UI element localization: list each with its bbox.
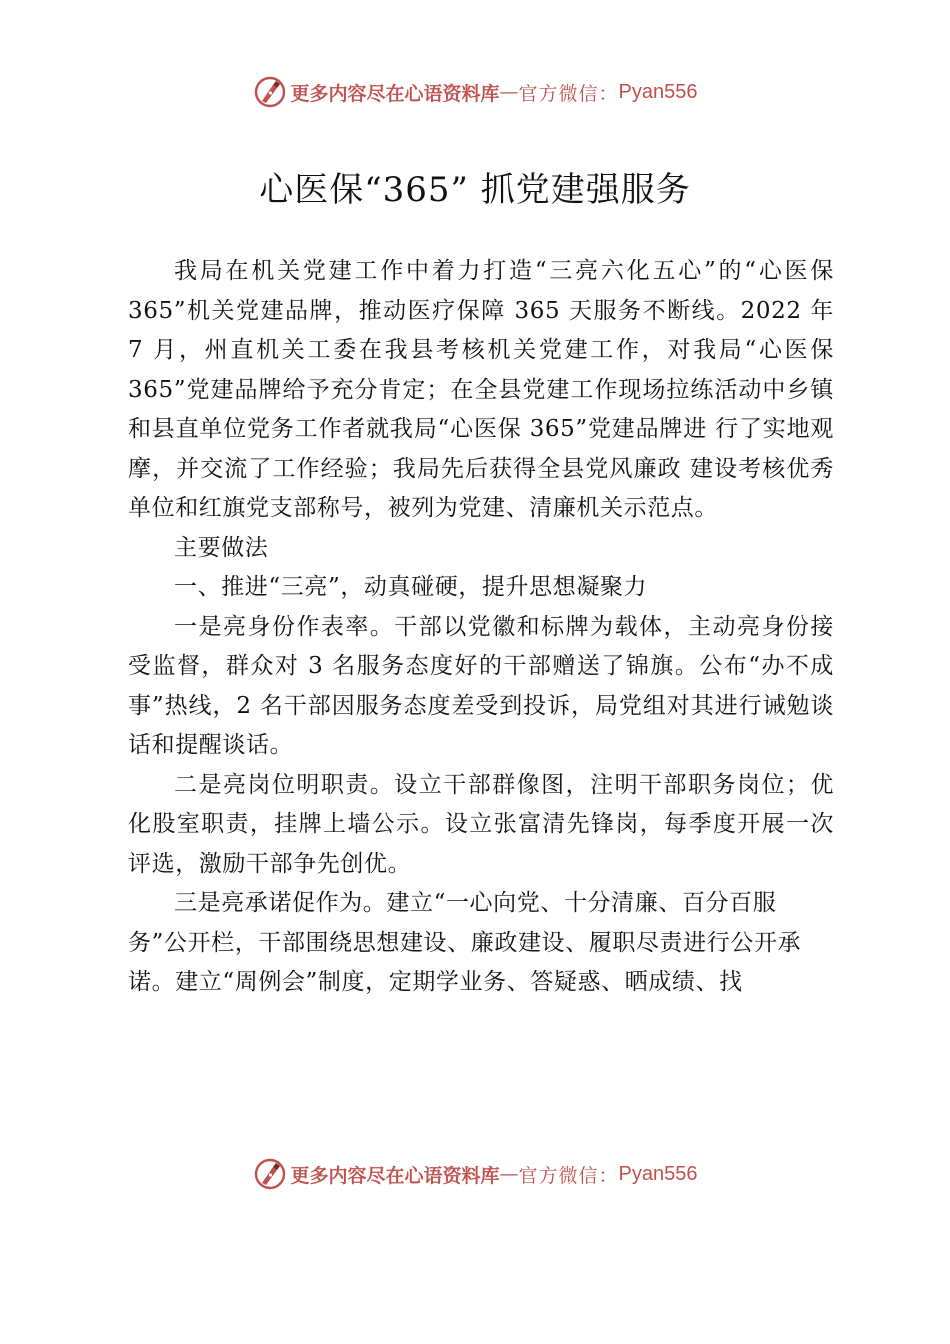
paragraph-commitment: 三是亮承诺促作为。建立“一心向党、十分清廉、百分百服务”公开栏，干部围绕思想建设、廉政建设、履职尽责进行公开承诺。建立“周例会”制度，定期学业务、答疑惑、晒成绩、找 xyxy=(128,890,802,995)
promo-text: 更多内容尽在心语资料库 xyxy=(290,1164,500,1187)
banner-dash: — xyxy=(499,1163,519,1185)
footer-banner xyxy=(0,1154,950,1194)
document-body xyxy=(128,252,834,1003)
wechat-id: Pyan556 xyxy=(618,1162,698,1185)
paragraph-identity: 一是亮身份作表率。干部以党徽和标牌为载体，主动亮身份接受监督，群众对 3 名服务态度好的干部赠送了锦旗。公布“办不成事”热线，2 名干部因服务态度差受到投诉，局党组对其进行诫勉谈话和提醒谈话。 xyxy=(128,613,834,758)
wechat-id: Pyan556 xyxy=(618,80,698,103)
wechat-label: 官方微信： xyxy=(518,1164,619,1187)
promo-text: 更多内容尽在心语资料库 xyxy=(290,82,500,105)
wechat-label: 官方微信： xyxy=(518,82,619,105)
pen-nib-logo-icon xyxy=(253,75,287,109)
banner-dash: — xyxy=(499,81,519,103)
paragraph-main-practices: 主要做法 xyxy=(174,534,269,561)
header-banner xyxy=(0,72,950,112)
pen-nib-logo-icon xyxy=(253,1157,287,1191)
document-title: 心医保“365” 抓党建强服务 xyxy=(259,170,691,210)
paragraph-post: 二是亮岗位明职责。设立干部群像图，注明干部职务岗位；优化股室职责，挂牌上墙公示。设立张富清先锋岗，每季度开展一次评选，激励干部争先创优。 xyxy=(128,771,834,877)
paragraph-intro: 我局在机关党建工作中着力打造“三亮六化五心”的“心医保 365”机关党建品牌，推动医疗保障 365 天服务不断线。2022 年 7 月，州直机关工委在我县考核机关党建工作，对我局“心医保 365”党建品牌给予充分肯定；在全县党建工作现场拉练活动中乡镇和县直单位党务工作者就我局“心医保 365”党建品牌进 行了实地观摩，并交流了工作经验；我局先后获得全县党风廉政 建设考核优秀单位和红旗党支部称号，被列为党建、清廉机关示范点。 xyxy=(128,258,834,521)
paragraph-section-one-heading: 一、推进“三亮”，动真碰硬，提升思想凝聚力 xyxy=(174,574,648,600)
